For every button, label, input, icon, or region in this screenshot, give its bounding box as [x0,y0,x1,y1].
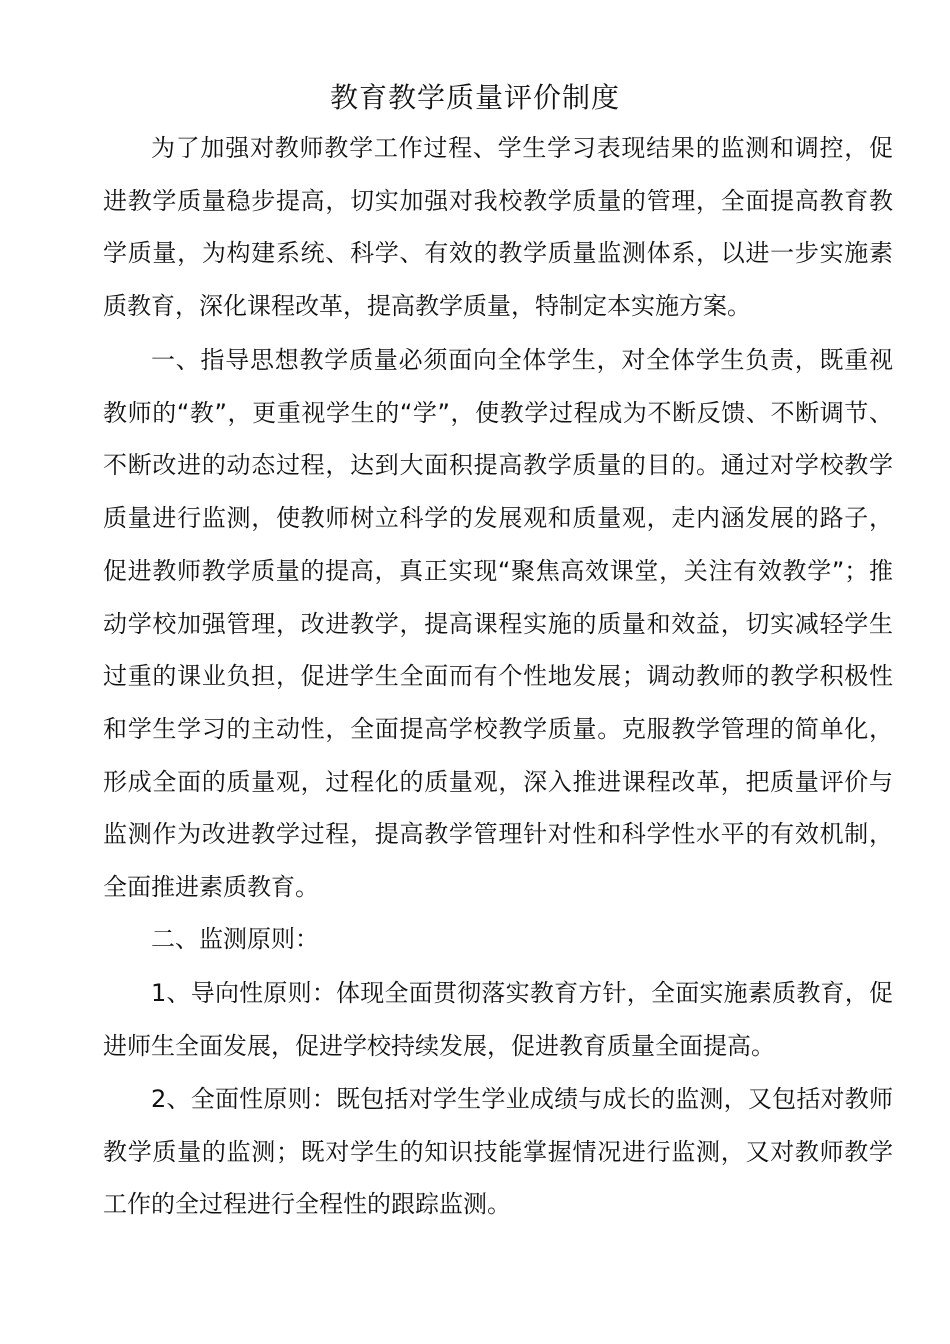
paragraph-intro: 为了加强对教师教学工作过程、学生学习表现结果的监测和调控，促进教学质量稳步提高，切实加强对我校教学质量的管理，全面提高教育教学质量，为构建系统、科学、有效的教学质量监测体系，以进一步实施素质教育，深化课程改革，提高教学质量，特制定本实施方案。 [103,134,893,321]
paragraph-principle-comprehensiveness: 2、全面性原则：既包括对学生学业成绩与成长的监测，又包括对教师教学质量的监测；既对学生的知识技能掌握情况进行监测，又对教师教学工作的全过程进行全程性的跟踪监测。 [103,1085,893,1219]
paragraph-guiding-ideology: 一、指导思想教学质量必须面向全体学生，对全体学生负责，既重视教师的“教”，更重视学生的“学”，使教学过程成为不断反馈、不断调节、不断改进的动态过程，达到大面积提高教学质量的目的。通过对学校教学质量进行监测，使教师树立科学的发展观和质量观，走内涵发展的路子，促进教师教学质量的提高，真正实现“聚焦高效课堂，关注有效教学”；推动学校加强管理，改进教学，提高课程实施的质量和效益，切实减轻学生过重的课业负担，促进学生全面而有个性地发展；调动教师的教学积极性和学生学习的主动性，全面提高学校教学质量。克服教学管理的简单化，形成全面的质量观，过程化的质量观，深入推进课程改革，把质量评价与监测作为改进教学过程，提高教学管理针对性和科学性水平的有效机制，全面推进素质教育。 [103,346,893,902]
document-title: 教育教学质量评价制度 [329,81,620,114]
heading-monitoring-principles: 二、监测原则： [151,925,319,953]
paragraph-principle-orientation: 1、导向性原则：体现全面贯彻落实教育方针，全面实施素质教育，促进师生全面发展，促进学校持续发展，促进教育质量全面提高。 [103,979,893,1060]
